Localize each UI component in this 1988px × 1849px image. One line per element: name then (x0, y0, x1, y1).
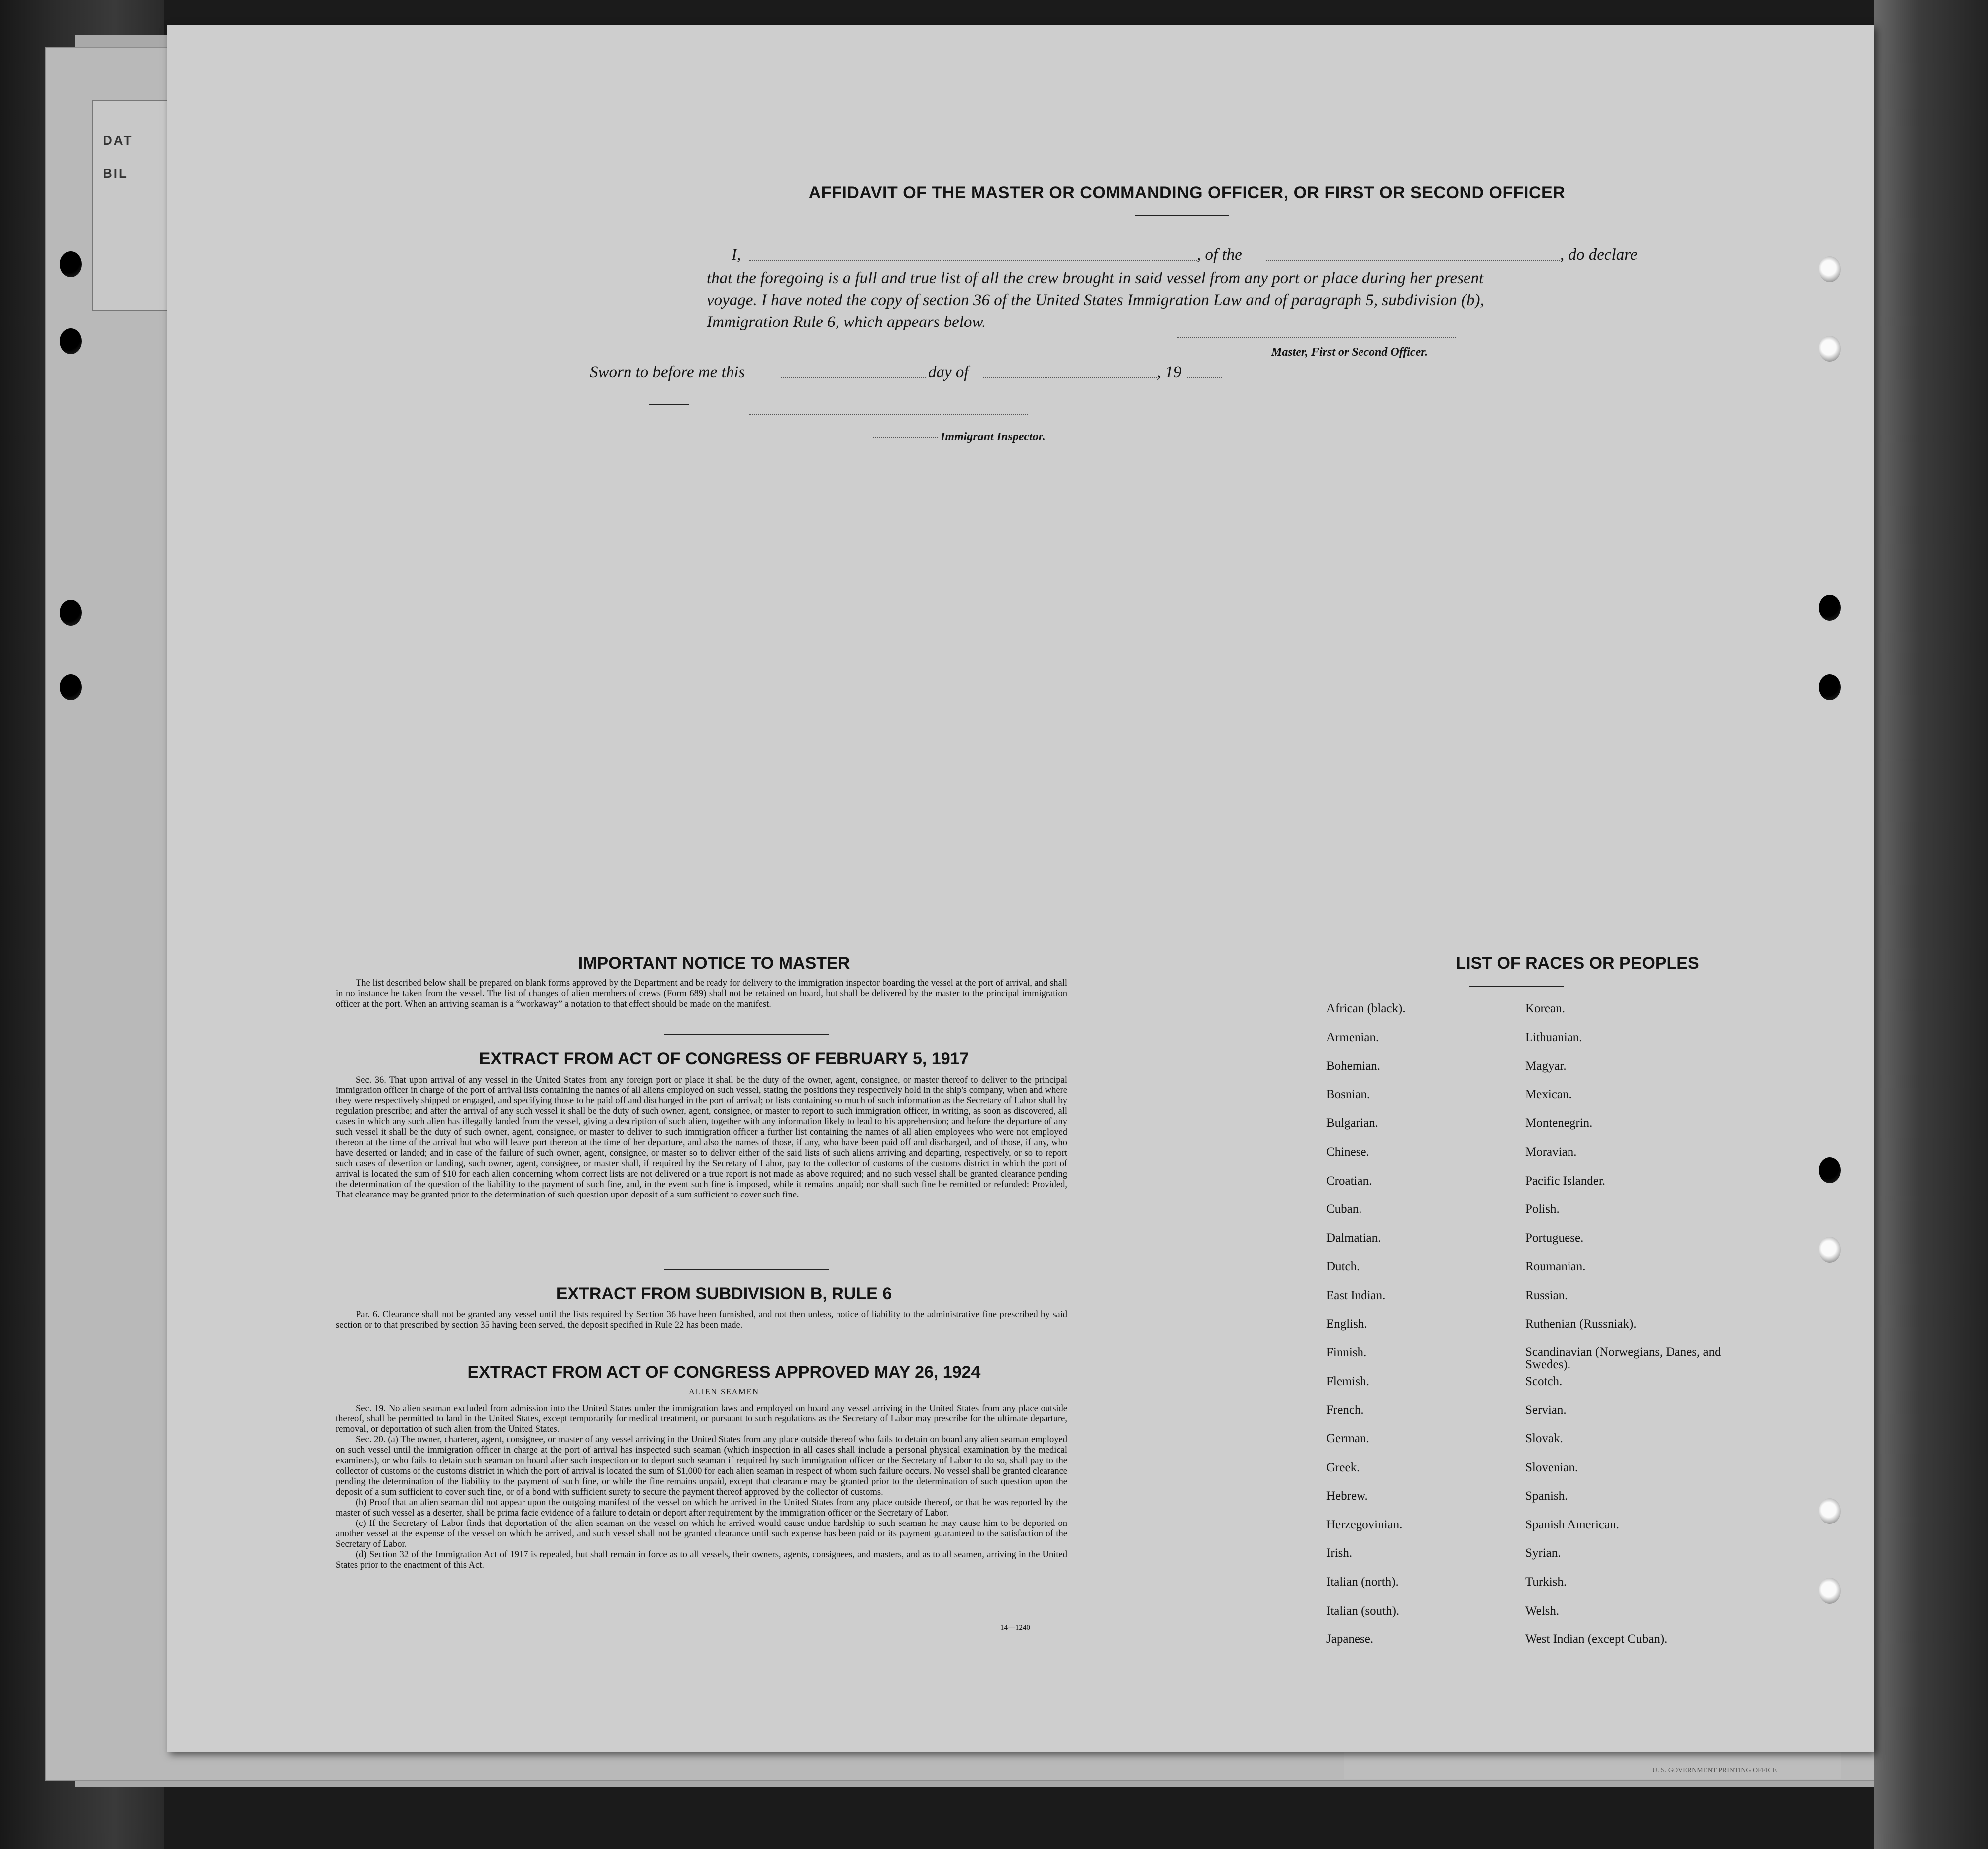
race-item: Herzegovinian. (1326, 1518, 1403, 1531)
race-item: Cuban. (1326, 1202, 1362, 1216)
race-item: French. (1326, 1403, 1364, 1417)
affidavit-line4: Immigration Rule 6, which appears below. (707, 313, 986, 331)
race-item: Slovenian. (1525, 1460, 1578, 1474)
sec-20a-paragraph: Sec. 20. (a) The owner, charterer, agent, consignee, or master of any vessel arriving in the United States from any place outside thereof who fails to detain on board any alien seaman employed on such vessel until the immigration officer in charge at the port of arrival has inspected such seaman (which inspection in all cases shall include a personal physical examination by the medical examiners), or who fails to detain such seaman on board after such inspection or to deport such seaman if required by such immigration officer or the Secretary of Labor to do so, shall pay to the collector of customs of the customs district in which the port of arrival is located the sum of $1,000 for each alien seaman in respect of whom such failure occurs. No vessel shall be granted clearance pending the determination of the liability to the payment of such fine, or while the fine remains unpaid, except that clearance may be granted prior to the determination of such question upon the deposit of a sum sufficient to cover such fine, or of a bond with sufficient surety to secure the payment thereof approved by the collector of customs. (336, 1435, 1067, 1497)
race-item: Spanish American. (1525, 1518, 1619, 1531)
affidavit-do-declare: , do declare (1560, 246, 1638, 264)
sworn-text: Sworn to before me this (590, 363, 745, 381)
binder-right-edge (1874, 0, 1988, 1849)
race-item: Greek. (1326, 1460, 1360, 1474)
document-page (167, 25, 1874, 1752)
binder-hole (1819, 674, 1841, 700)
vessel-blank[interactable] (1266, 260, 1560, 261)
binder-hole (1819, 256, 1841, 282)
race-item: Montenegrin. (1525, 1116, 1593, 1130)
affidavit-title: AFFIDAVIT OF THE MASTER OR COMMANDING OFFICER, OR FIRST OR SECOND OFFICER (808, 183, 1566, 202)
race-item: East Indian. (1326, 1289, 1386, 1302)
sworn-day-of: day of (928, 363, 969, 381)
binder-hole (60, 251, 82, 277)
races-title: LIST OF RACES OR PEOPLES (1456, 954, 1699, 973)
inspector-signature-label: Immigrant Inspector. (941, 431, 1046, 443)
race-item: Scandinavian (Norwegians, Danes, and Swedes). (1525, 1345, 1721, 1372)
left-tab-line1: DAT (103, 133, 133, 148)
race-item: Welsh. (1525, 1604, 1560, 1618)
race-item: Syrian. (1525, 1546, 1561, 1560)
race-item: Lithuanian. (1525, 1030, 1582, 1044)
alien-seamen-subhead: ALIEN SEAMEN (689, 1388, 759, 1396)
binder-hole (1819, 1237, 1841, 1263)
sec-19-paragraph: Sec. 19. No alien seaman excluded from admission into the United States under the immigration laws and employed on board any vessel arriving in the United States from any place outside thereof, shall be permitted to land in the United States, except temporarily for medical treatment, or pursuant to such regulations as the Secretary of Labor may prescribe for the ultimate departure, removal, or deportation of such alien from the United States. (336, 1404, 1067, 1434)
extract-1917-title: EXTRACT FROM ACT OF CONGRESS OF FEBRUARY 5, 1917 (479, 1049, 969, 1068)
sworn-month-blank[interactable] (983, 377, 1157, 378)
sec-20d-paragraph: (d) Section 32 of the Immigration Act of 1917 is repealed, but shall remain in force as to all vessels, their owners, agents, consignees, and masters, and as to all seamen, arriving in the United States prior to the enactment of this Act. (336, 1550, 1067, 1570)
race-item: Turkish. (1525, 1575, 1567, 1589)
name-blank[interactable] (749, 260, 1197, 261)
race-item: Italian (south). (1326, 1604, 1400, 1618)
page-bottom-strip (1344, 1752, 1841, 1779)
inspector-signature-blank-2[interactable] (873, 437, 938, 438)
extract-1924-title: EXTRACT FROM ACT OF CONGRESS APPROVED MAY 26, 1924 (467, 1363, 981, 1382)
extract-rule6-title: EXTRACT FROM SUBDIVISION B, RULE 6 (556, 1284, 892, 1303)
race-item: Finnish. (1326, 1346, 1367, 1360)
affidavit-line3: voyage. I have noted the copy of section 36 of the United States Immigration Law and of paragraph 5, subdivision (b), (707, 291, 1484, 309)
binder-hole (1819, 336, 1841, 362)
race-item: Hebrew. (1326, 1489, 1368, 1503)
race-item: Servian. (1525, 1403, 1567, 1417)
race-item: Ruthenian (Russniak). (1525, 1317, 1637, 1331)
notice-title: IMPORTANT NOTICE TO MASTER (578, 954, 850, 973)
extract-1917-body: Sec. 36. That upon arrival of any vessel in the United States from any foreign port or place it shall be the duty of the owner, agent, consignee, or master thereof to deliver to the principal immigration officer in charge of the port of arrival lists containing the names of all aliens employed on such vessel, stating the positions they respectively hold in the ship's company, when and where they were respectively shipped or engaged, and specifying those to be paid off and discharged in the port of arrival; or lists containing so much of such information as the Secretary of Labor shall by regulation prescribe; and after the arrival of any such vessel it shall be the duty of such owner, agent, consignee, or master to report to such immigration officer, in writing, as soon as discovered, all cases in which any such alien has illegally landed from the vessel, giving a description of such alien, together with any information likely to lead to his apprehension; and before the departure of any such vessel it shall be the duty of such owner, agent, consignee, or master to deliver to such immigration officer a further list containing the names of all alien employees who were not employed thereon at the time of the arrival but who will leave port thereon at the time of her departure, and also the names of those, if any, who have been paid off and discharged, and of those, if any, who have deserted or landed; and in case of the failure of such owner, agent, consignee, or master so to deliver either of the said lists of such aliens arriving and departing, respectively, or so to report such cases of desertion or landing, such owner, agent, consignee, or master shall, if required by the Secretary of Labor, pay to the collector of customs of the customs district in which the port of arrival is located the sum of $10 for each alien concerning whom correct lists are not delivered or a true report is not made as above required; and no such vessel shall be granted clearance pending the determination of the question of the liability to the payment of such fine, and, in the event such fine is imposed, while it remains unpaid; nor shall such fine be remitted or refunded: Provided, That clearance may be granted prior to the determination of such question upon deposit of a sum sufficient to cover such fine. (336, 1075, 1067, 1200)
race-item: Scotch. (1525, 1374, 1563, 1388)
binder-hole (60, 600, 82, 626)
printer-imprint: U. S. GOVERNMENT PRINTING OFFICE (1652, 1767, 1777, 1774)
extract-1917-rule (664, 1269, 829, 1270)
races-rule (1469, 986, 1564, 987)
extract-1924-body (336, 1404, 1067, 1571)
race-item: Magyar. (1525, 1059, 1567, 1073)
race-item: Dalmatian. (1326, 1231, 1381, 1245)
sworn-year-blank[interactable] (1187, 377, 1222, 378)
race-item: Korean. (1525, 1002, 1565, 1015)
notice-body: The list described below shall be prepared on blank forms approved by the Department and be ready for delivery to the immigration inspector boarding the vessel at the port of arrival, and shall in no instance be taken from the vessel. The list of changes of alien members of crews (Form 689) shall not be retained on board, but shall be delivered by the master to the principal immigration officer at the port. When an arriving seaman is a “workaway” a notation to that effect should be made on the manifest. (336, 979, 1067, 1009)
binder-hole (60, 674, 82, 700)
title-rule (1135, 215, 1229, 216)
race-item: Dutch. (1326, 1260, 1360, 1274)
race-item: Roumanian. (1525, 1260, 1586, 1274)
race-item: Chinese. (1326, 1145, 1369, 1159)
sworn-year: , 19 (1157, 363, 1182, 381)
sec-20c-paragraph: (c) If the Secretary of Labor finds that deportation of the alien seaman on the vessel on which he arrived would cause undue hardship to such seaman he may cause him to be deported on another vessel at the expense of the vessel on which he arrived, and such vessel shall not be granted clearance until such expense has been paid or its payment guaranteed to the satisfaction of the Secretary of Labor. (336, 1519, 1067, 1549)
race-item: English. (1326, 1317, 1367, 1331)
affidavit-line2: that the foregoing is a full and true list of all the crew brought in said vessel from any port or place during her present (707, 269, 1484, 287)
race-item: Moravian. (1525, 1145, 1577, 1159)
race-item: Spanish. (1525, 1489, 1568, 1503)
race-item: Portuguese. (1525, 1231, 1584, 1245)
affidavit-of-the: , of the (1197, 246, 1242, 264)
affidavit-i: I, (732, 246, 741, 264)
race-item: Irish. (1326, 1546, 1353, 1560)
sworn-day-blank[interactable] (781, 377, 926, 378)
race-item: Slovak. (1525, 1432, 1563, 1445)
race-item: Polish. (1525, 1202, 1560, 1216)
binder-hole (60, 328, 82, 354)
binder-hole (1819, 1157, 1841, 1183)
notice-rule (664, 1034, 829, 1035)
race-item: Flemish. (1326, 1374, 1369, 1388)
inspector-signature-blank[interactable] (749, 414, 1028, 415)
binder-hole (1819, 1578, 1841, 1604)
form-number: 14—1240 (1000, 1624, 1030, 1631)
race-item: Bosnian. (1326, 1088, 1370, 1101)
short-rule (649, 404, 689, 405)
race-item: African (black). (1326, 1002, 1406, 1015)
race-item: German. (1326, 1432, 1369, 1445)
race-item: Mexican. (1525, 1088, 1572, 1101)
extract-rule6-body: Par. 6. Clearance shall not be granted any vessel until the lists required by Section 36 have been furnished, and not then unless, notice of liability to the administrative fine prescribed by said section or to that prescribed by section 35 having been served, the deposit specified in Rule 22 has been made. (336, 1310, 1067, 1330)
left-tab-line2: BIL (103, 166, 128, 181)
race-item: Bohemian. (1326, 1059, 1381, 1073)
sec-20b-paragraph: (b) Proof that an alien seaman did not appear upon the outgoing manifest of the vessel on which he arrived in the United States from any place outside thereof, or that he was reported by the master of such vessel as a deserter, shall be prima facie evidence of a failure to detain or deport after requirement by the immigration officer or the Secretary of Labor. (336, 1498, 1067, 1518)
race-item: Japanese. (1326, 1632, 1374, 1646)
master-signature-blank[interactable] (1177, 337, 1456, 338)
race-item: Italian (north). (1326, 1575, 1399, 1589)
race-item: West Indian (except Cuban). (1525, 1632, 1668, 1646)
race-item: Bulgarian. (1326, 1116, 1378, 1130)
race-item: Armenian. (1326, 1030, 1379, 1044)
race-item: Russian. (1525, 1289, 1568, 1302)
race-item: Pacific Islander. (1525, 1174, 1606, 1188)
master-signature-label: Master, First or Second Officer. (1271, 346, 1428, 359)
race-item: Croatian. (1326, 1174, 1372, 1188)
left-tab-label (92, 100, 174, 311)
binder-hole (1819, 595, 1841, 621)
binder-hole (1819, 1498, 1841, 1524)
